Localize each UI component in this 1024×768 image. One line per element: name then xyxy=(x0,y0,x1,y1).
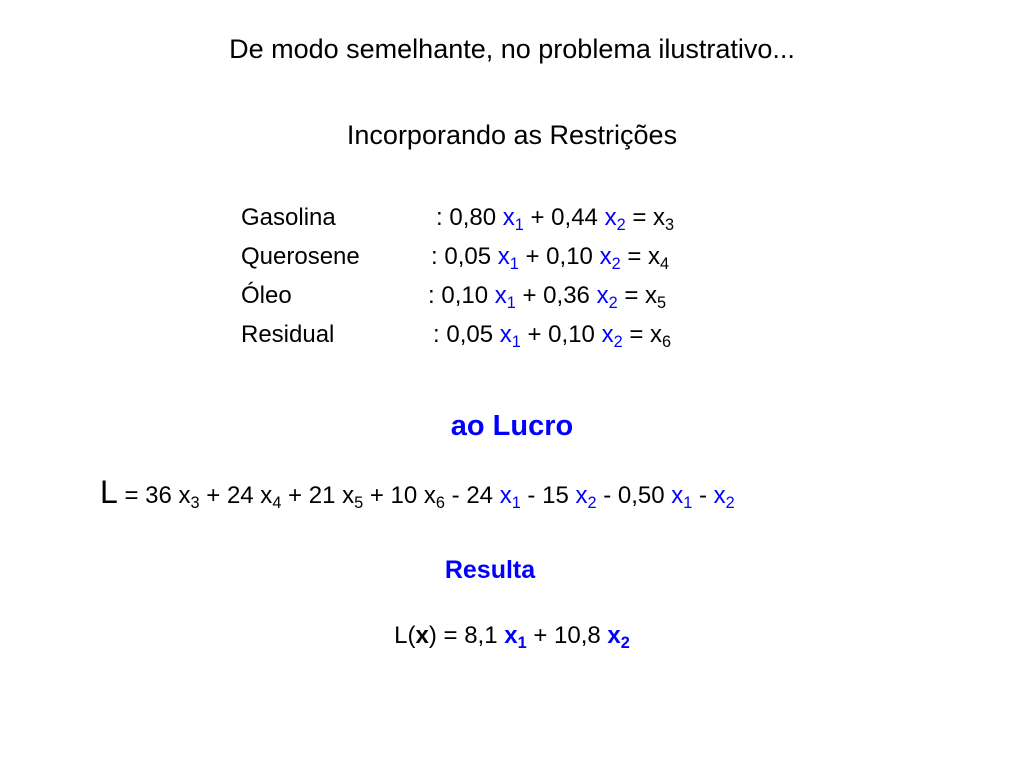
variable-x2: $x_2$ xyxy=(601,321,623,352)
variable-x2: $x_2$ xyxy=(607,622,630,653)
profit-equation: L = 36 $x_3 + 24$ $x_4 + 21$ $x_5 + 10$ $x_6 - 24$ $x_1 - 15$ $x_2 - 0,50$ $x_1 - x_2$ xyxy=(100,474,735,513)
variable-x1: $x_1$ xyxy=(494,282,516,313)
variable-x1: $x_1$ xyxy=(504,622,527,653)
heading-result: Resulta xyxy=(444,556,536,584)
constraint-label: Gasolina xyxy=(241,204,336,231)
constraint-label: Óleo xyxy=(241,282,292,309)
variable-x2: $x_2$ xyxy=(575,482,597,513)
constraint-equation: : 0,05 $x_1 + 0,10$ $x_2 = x_6$ xyxy=(433,321,672,352)
slide-title: De modo semelhante, no problema ilustrativo... xyxy=(229,34,795,64)
constraint-equation: : 0,10 $x_1 + 0,36$ $x_2 = x_5$ xyxy=(428,282,667,313)
constraint-label: Residual xyxy=(241,321,335,348)
variable-x2: $x_2$ xyxy=(596,282,618,313)
slide-subtitle: Incorporando as Restrições xyxy=(346,120,678,150)
variable-x1: $x_1$ xyxy=(671,482,693,513)
result-equation: L(x) = 8,1 $x_1 + 10,8$ $x_2$ xyxy=(394,622,630,653)
profit-symbol: L xyxy=(100,474,118,510)
constraint-equation: : 0,05 $x_1 + 0,10$ $x_2 = x_4$ xyxy=(431,243,670,274)
variable-x2: $x_2$ xyxy=(604,204,626,235)
constraint-label: Querosene xyxy=(241,243,360,270)
variable-x1: $x_1$ xyxy=(499,482,521,513)
variable-x2: $x_2$ xyxy=(713,482,735,513)
variable-x1: $x_1$ xyxy=(497,243,519,274)
variable-x1: $x_1$ xyxy=(502,204,524,235)
variable-x2: $x_2$ xyxy=(599,243,621,274)
variable-x1: $x_1$ xyxy=(499,321,521,352)
constraint-equation: : 0,80 $x_1 + 0,44$ $x_2 = x_3$ xyxy=(436,204,675,235)
heading-profit: ao Lucro xyxy=(450,410,574,442)
